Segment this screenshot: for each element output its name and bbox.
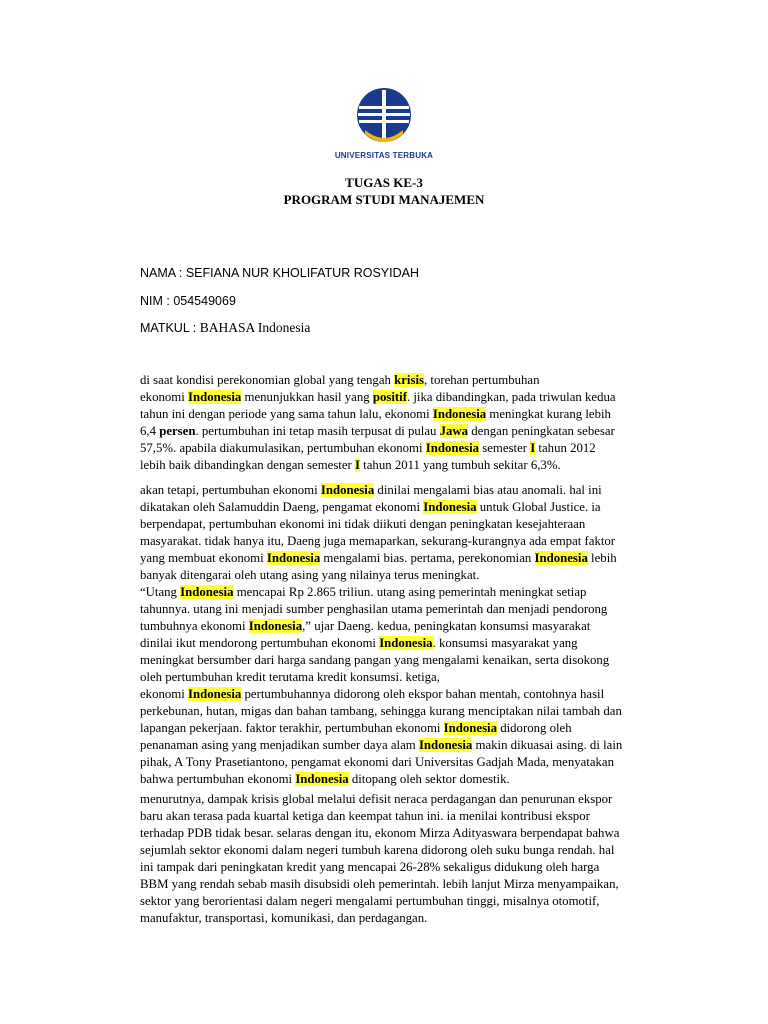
text-line xyxy=(140,771,640,788)
highlighted-keyword: Indonesia xyxy=(266,551,321,565)
text-run: dinilai mengalami bias atau anomali. hal ini xyxy=(374,483,602,497)
text-line xyxy=(140,720,640,737)
text-run: semester xyxy=(479,441,531,455)
highlighted-keyword: I xyxy=(355,458,360,472)
text-run: akan tetapi, pertumbuhan ekonomi xyxy=(140,483,321,497)
text-run: tumbuhnya ekonomi xyxy=(140,619,249,633)
text-line xyxy=(140,703,640,720)
text-line xyxy=(140,406,640,423)
highlighted-keyword: Indonesia xyxy=(379,636,433,650)
text-run: yang membuat ekonomi xyxy=(140,551,267,565)
text-line xyxy=(140,584,640,601)
paragraph-1 xyxy=(140,372,640,474)
text-run: baru akan terasa pada kuartal ketiga dan keempat tahun ini. ia menilai kontribusi ekspor xyxy=(140,809,590,823)
text-run: ,” ujar Daeng. kedua, peningkatan konsumsi masyarakat xyxy=(302,619,591,633)
title-line-1: TUGAS KE-3 xyxy=(345,175,423,190)
highlighted-keyword: Indonesia xyxy=(432,407,487,421)
highlighted-keyword: Jawa xyxy=(439,424,469,438)
text-run: . konsumsi masyarakat yang xyxy=(432,636,578,650)
text-line xyxy=(140,372,640,389)
text-line xyxy=(140,893,640,910)
text-line xyxy=(140,516,640,533)
text-run: tahun 2012 xyxy=(535,441,596,455)
text-run: di saat kondisi perekonomian global yang tengah xyxy=(140,373,395,387)
text-run: masyarakat. tidak hanya itu, Daeng juga memaparkan, sekurang-kurangnya ada empat faktor xyxy=(140,534,616,548)
text-line xyxy=(140,652,640,669)
text-run: oleh pertumbuhan kredit terutama kredit konsumsi. ketiga, xyxy=(140,670,440,684)
text-run: , torehan pertumbuhan xyxy=(423,373,540,387)
text-run: manufaktur, transportasi, komunikasi, dan perdagangan. xyxy=(140,911,428,925)
text-line xyxy=(140,440,640,457)
text-line xyxy=(140,876,640,893)
text-line xyxy=(140,686,640,703)
text-run: terhadap PDB tidak besar. selaras dengan itu, ekonom Mirza Adityaswara berpendapat bahwa xyxy=(140,826,620,840)
title-line-2: PROGRAM STUDI MANAJEMEN xyxy=(283,192,485,207)
text-line xyxy=(140,859,640,876)
highlighted-keyword: krisis xyxy=(394,373,424,387)
paragraph-3 xyxy=(140,791,640,927)
course-name xyxy=(140,320,310,336)
highlighted-keyword: Indonesia xyxy=(443,721,497,735)
text-run: untuk Global Justice. ia xyxy=(476,500,601,514)
text-line xyxy=(140,910,640,927)
text-run: penanaman asing yang menjadikan sumber daya alam xyxy=(140,738,419,752)
student-name-text: NAMA : SEFIANA NUR KHOLIFATUR ROSYIDAH xyxy=(140,266,419,280)
text-run: meningkat bersumber dari harga sandang pangan yang mengalami kenaikan, serta disokong xyxy=(140,653,610,667)
student-name xyxy=(140,265,419,281)
text-line xyxy=(140,389,640,406)
text-run: sejumlah sektor ekonomi dalam negeri tumbuh karena didorong oleh suku bunga rendah. hal xyxy=(140,843,615,857)
student-nim-text: NIM : 054549069 xyxy=(140,294,236,308)
text-run: lapangan pekerjaan. faktor terakhir, pertumbuhan ekonomi xyxy=(140,721,444,735)
text-run: BBM yang rendah sebab masih disubsidi oleh pemerintah. lebih lanjut Mirza menyampaikan, xyxy=(140,877,619,891)
text-line xyxy=(140,808,640,825)
text-run: menunjukkan hasil yang xyxy=(241,390,373,404)
text-run: bahwa pertumbuhan ekonomi xyxy=(140,772,296,786)
highlighted-keyword: I xyxy=(530,441,536,455)
highlighted-keyword: Indonesia xyxy=(425,441,480,455)
course-label: MATKUL : xyxy=(140,321,200,335)
text-line xyxy=(140,482,640,499)
text-line xyxy=(140,499,640,516)
text-run: dikatakan oleh Salamuddin Daeng, pengamat ekonomi xyxy=(140,500,424,514)
paragraph-2 xyxy=(140,482,640,788)
text-run: pihak, A Tony Prasetiantono, pengamat ekonomi dari Universitas Gadjah Mada, menyatakan xyxy=(140,755,615,769)
highlighted-keyword: Indonesia xyxy=(187,390,242,404)
text-line xyxy=(140,567,640,584)
bold-keyword: persen xyxy=(159,424,196,438)
student-nim xyxy=(140,293,236,309)
text-run: ini tampak dari peningkatan kredit yang mencapai 26-28% sekaligus didukung oleh harga xyxy=(140,860,600,874)
text-line xyxy=(140,737,640,754)
text-run: didorong oleh xyxy=(497,721,572,735)
text-run: makin dikuasai asing. di lain xyxy=(472,738,623,752)
text-line xyxy=(140,825,640,842)
text-run: banyak ditengarai oleh utang asing yang nilainya terus meningkat. xyxy=(140,568,480,582)
assignment-title xyxy=(0,174,768,208)
text-run: 6,4 xyxy=(140,424,160,438)
text-run: perkebunan, hutan, migas dan bahan tambang, sehingga kurang menciptakan nilai tambah dan xyxy=(140,704,622,718)
text-line xyxy=(140,842,640,859)
text-line xyxy=(140,754,640,771)
highlighted-keyword: Indonesia xyxy=(180,585,234,599)
text-run: “Utang xyxy=(140,585,181,599)
text-run: mencapai Rp 2.865 triliun. utang asing pemerintah meningkat setiap xyxy=(233,585,587,599)
text-run: ekonomi xyxy=(140,390,188,404)
highlighted-keyword: Indonesia xyxy=(534,551,588,565)
text-line xyxy=(140,669,640,686)
highlighted-keyword: Indonesia xyxy=(248,619,303,633)
text-run: meningkat kurang lebih xyxy=(486,407,611,421)
text-run: ditopang oleh sektor domestik. xyxy=(348,772,510,786)
text-run: . jika dibandingkan, pada triwulan kedua xyxy=(406,390,616,404)
text-line xyxy=(140,635,640,652)
text-run: ekonomi xyxy=(140,687,188,701)
text-line xyxy=(140,791,640,808)
university-name: UNIVERSITAS TERBUKA xyxy=(334,151,434,160)
highlighted-keyword: Indonesia xyxy=(423,500,477,514)
text-run: lebih baik dibandingkan dengan semester xyxy=(140,458,355,472)
text-run: 57,5%. apabila diakumulasikan, pertumbuhan ekonomi xyxy=(140,441,426,455)
highlighted-keyword: Indonesia xyxy=(320,483,375,497)
text-run: . pertumbuhan ini tetap masih terpusat di pulau xyxy=(195,424,440,438)
text-line xyxy=(140,618,640,635)
highlighted-keyword: Indonesia xyxy=(295,772,349,786)
text-run: tahun 2011 yang tumbuh sekitar 6,3%. xyxy=(359,458,561,472)
text-line xyxy=(140,423,640,440)
text-run: sektor yang berorientasi dalam negeri mengalami pertumbuhan tinggi, misalnya otomotif, xyxy=(140,894,600,908)
text-line xyxy=(140,533,640,550)
text-line xyxy=(140,601,640,618)
text-run: dengan peningkatan sebesar xyxy=(468,424,615,438)
text-run: tahunnya. utang ini menjadi sumber penghasilan utama pemerintah dan menjadi pendorong xyxy=(140,602,608,616)
course-value: BAHASA Indonesia xyxy=(199,320,311,335)
highlighted-keyword: Indonesia xyxy=(187,687,242,701)
text-line xyxy=(140,457,640,474)
university-emblem-icon xyxy=(355,86,413,148)
highlighted-keyword: Indonesia xyxy=(418,738,473,752)
text-run: lebih xyxy=(587,551,617,565)
highlighted-keyword: positif xyxy=(372,390,407,404)
text-run: tahun ini dengan periode yang sama tahun lalu, ekonomi xyxy=(140,407,433,421)
text-run: pertumbuhannya didorong oleh ekspor bahan mentah, contohnya hasil xyxy=(241,687,605,701)
text-run: menurutnya, dampak krisis global melalui defisit neraca perdagangan dan penurunan ekspor xyxy=(140,792,613,806)
text-line xyxy=(140,550,640,567)
text-run: dinilai ikut mendorong pertumbuhan ekonomi xyxy=(140,636,380,650)
text-run: berpendapat, pertumbuhan ekonomi ini tidak diikuti dengan peningkatan kesejahteraan xyxy=(140,517,586,531)
text-run: mengalami bias. pertama, perekonomian xyxy=(320,551,535,565)
university-logo xyxy=(324,86,444,160)
